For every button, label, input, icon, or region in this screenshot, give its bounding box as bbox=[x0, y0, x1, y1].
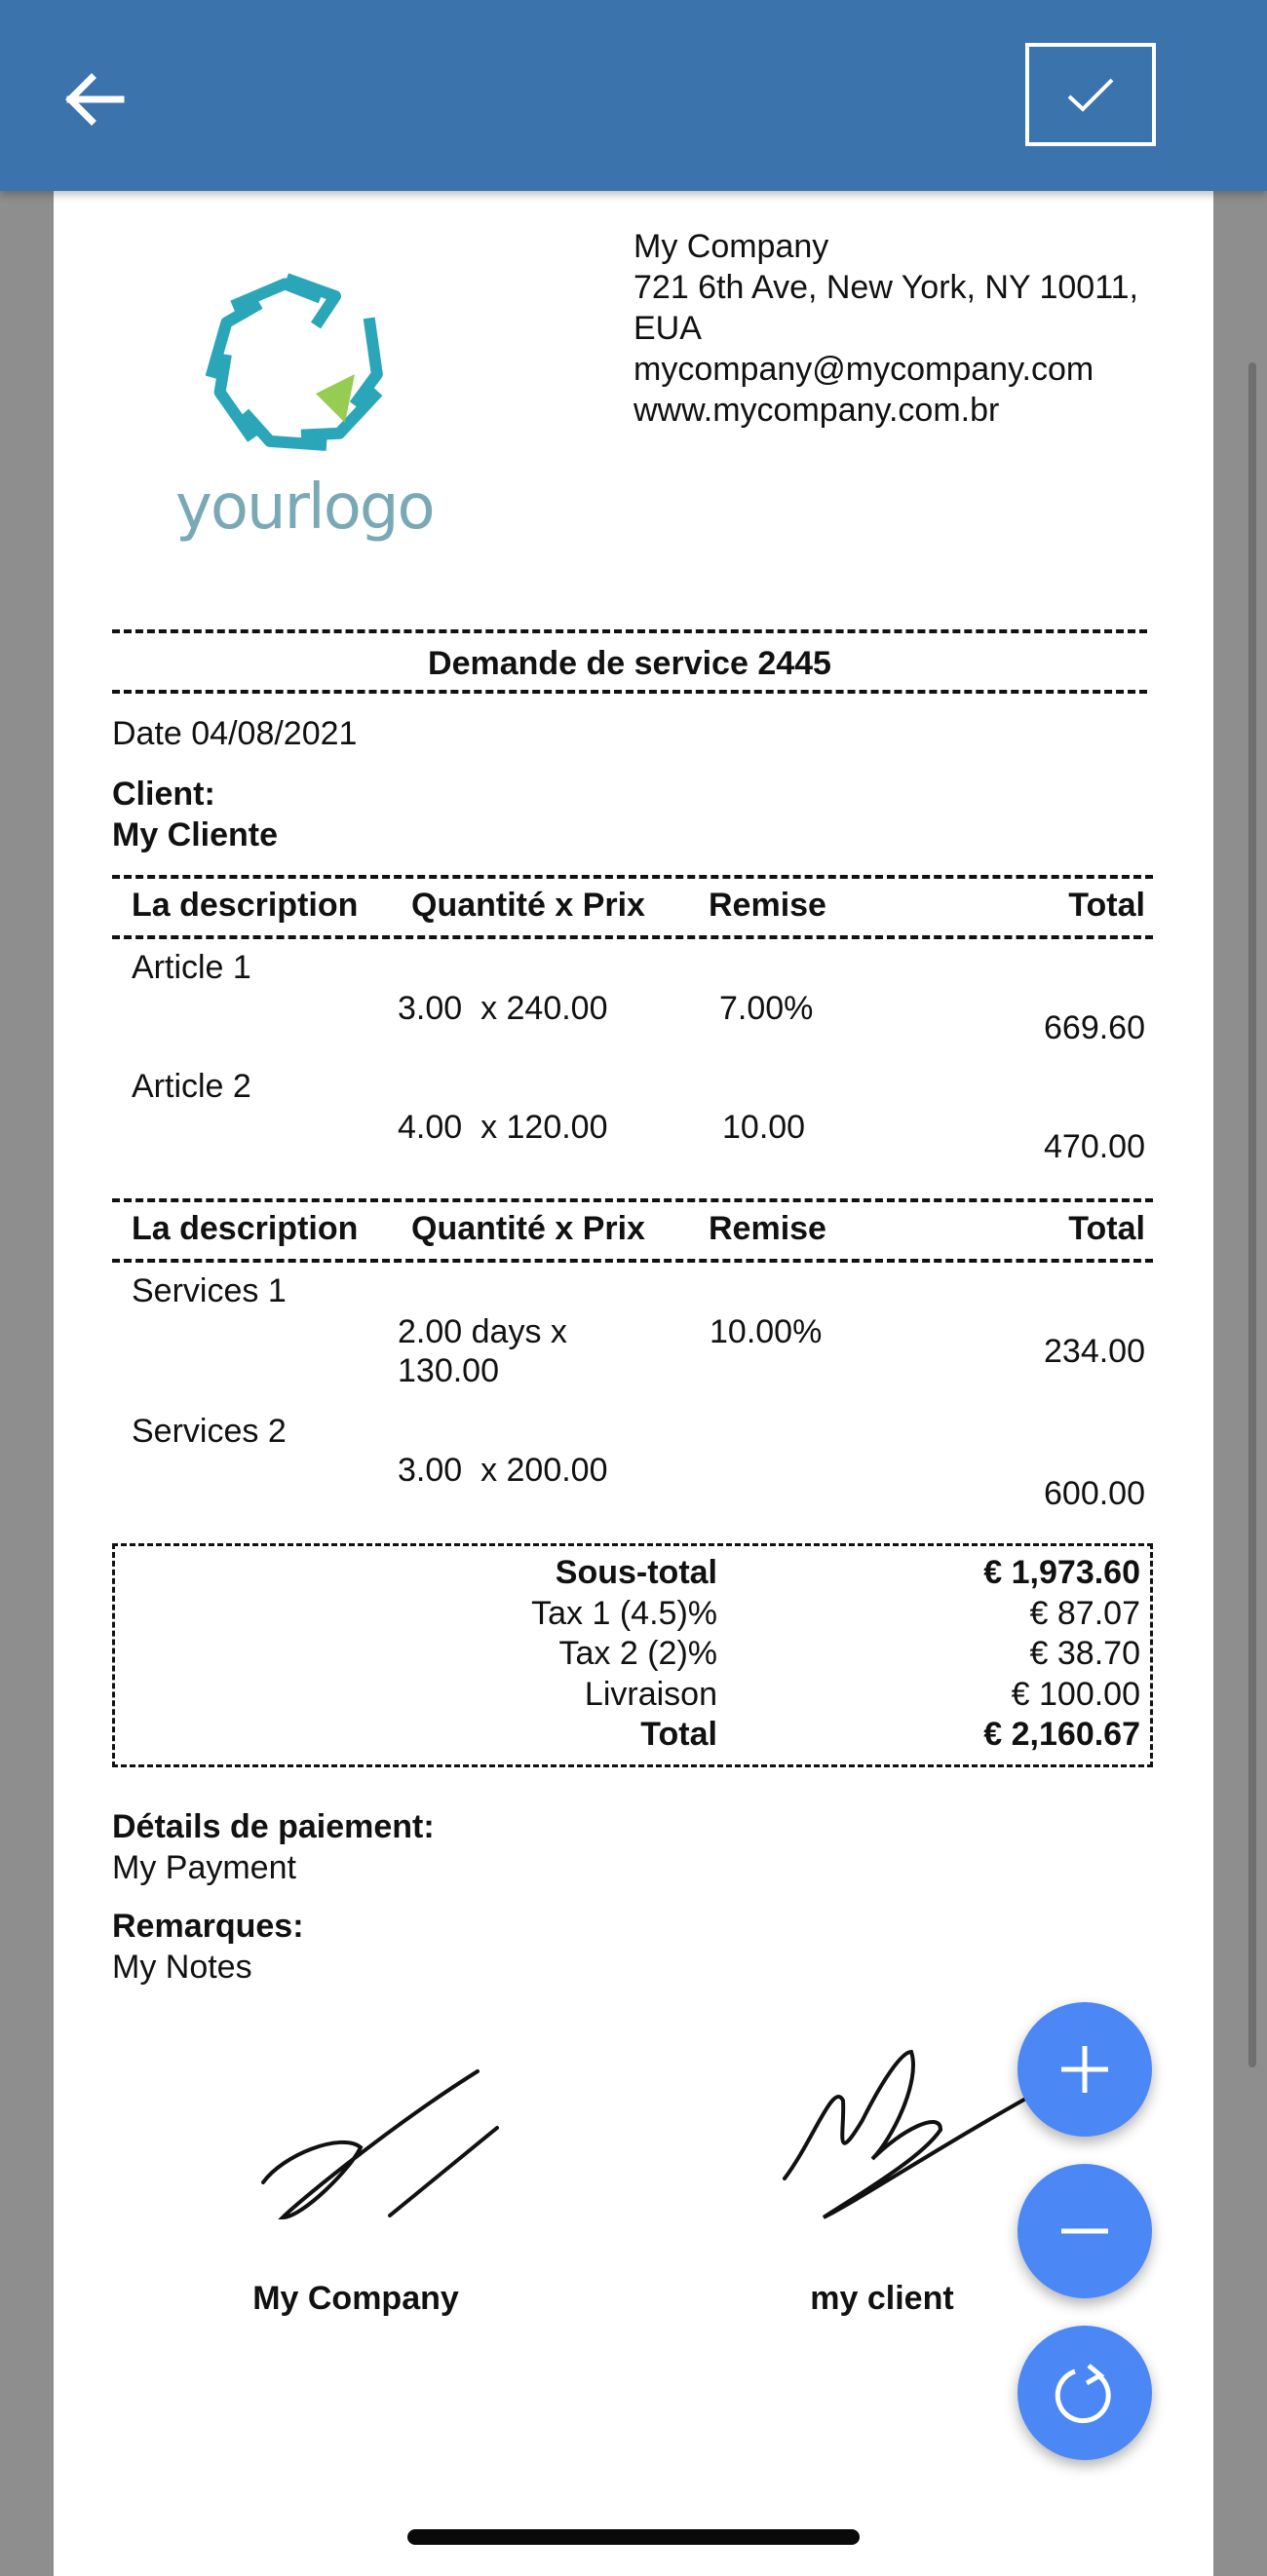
tax1-label: Tax 1 (4.5)% bbox=[531, 1595, 717, 1632]
document-date: Date 04/08/2021 bbox=[112, 715, 358, 752]
company-logo bbox=[175, 267, 434, 559]
service-name: Services 1 bbox=[132, 1272, 287, 1309]
refresh-icon bbox=[1054, 2362, 1116, 2424]
header-total: Total bbox=[1068, 887, 1145, 924]
company-signature bbox=[244, 2062, 536, 2256]
company-address-line2: EUA bbox=[634, 310, 702, 347]
divider bbox=[112, 690, 1147, 694]
service-total: 234.00 bbox=[1044, 1333, 1145, 1370]
client-label: Client: bbox=[112, 776, 215, 813]
article-qty-price: 3.00 x 240.00 bbox=[398, 990, 608, 1027]
subtotal-label: Sous-total bbox=[555, 1554, 717, 1591]
company-info bbox=[634, 226, 1138, 431]
article-name: Article 2 bbox=[132, 1068, 251, 1105]
article-qty-price: 4.00 x 120.00 bbox=[398, 1109, 608, 1146]
plus-icon bbox=[1057, 2042, 1112, 2097]
header-discount: Remise bbox=[709, 1210, 826, 1247]
service-qty-price-line2: 130.00 bbox=[398, 1352, 499, 1389]
subtotal-value: € 1,973.60 bbox=[983, 1554, 1140, 1591]
tax1-value: € 87.07 bbox=[1029, 1595, 1140, 1632]
minus-icon bbox=[1057, 2204, 1112, 2258]
article-total: 669.60 bbox=[1044, 1009, 1145, 1046]
company-signature-label: My Company bbox=[252, 2280, 459, 2317]
notes-value: My Notes bbox=[112, 1949, 252, 1986]
payment-label: Détails de paiement: bbox=[112, 1808, 435, 1845]
document-title: Demande de service 2445 bbox=[428, 645, 831, 682]
service-total: 600.00 bbox=[1044, 1475, 1145, 1512]
divider bbox=[112, 1259, 1153, 1263]
total-label: Total bbox=[640, 1716, 717, 1753]
arrow-left-icon bbox=[62, 72, 125, 127]
client-name: My Cliente bbox=[112, 816, 279, 853]
article-name: Article 1 bbox=[132, 949, 251, 986]
tax2-label: Tax 2 (2)% bbox=[558, 1635, 717, 1672]
company-name: My Company bbox=[634, 228, 829, 265]
total-value: € 2,160.67 bbox=[983, 1716, 1140, 1753]
service-discount: 10.00% bbox=[710, 1313, 823, 1350]
zoom-in-button[interactable] bbox=[1017, 2002, 1152, 2137]
divider bbox=[112, 629, 1147, 633]
company-website: www.mycompany.com.br bbox=[634, 392, 1000, 429]
header-qty-price: Quantité x Prix bbox=[411, 1210, 645, 1247]
scrollbar[interactable] bbox=[1248, 362, 1256, 2067]
service-qty-price-line1: 2.00 days x bbox=[398, 1313, 567, 1350]
company-email: mycompany@mycompany.com bbox=[634, 351, 1094, 388]
service-qty-price-line1: 3.00 x 200.00 bbox=[398, 1452, 608, 1489]
header-description: La description bbox=[132, 1210, 359, 1247]
header-total: Total bbox=[1068, 1210, 1145, 1247]
check-icon bbox=[1065, 75, 1116, 114]
service-name: Services 2 bbox=[132, 1413, 287, 1450]
confirm-button[interactable] bbox=[1025, 43, 1156, 146]
divider bbox=[112, 1198, 1153, 1202]
divider bbox=[112, 875, 1153, 879]
logo-emblem-icon bbox=[189, 267, 403, 462]
header-description: La description bbox=[132, 887, 359, 924]
client-signature-label: my client bbox=[810, 2280, 954, 2317]
tax2-value: € 38.70 bbox=[1029, 1635, 1140, 1672]
back-button[interactable] bbox=[51, 57, 136, 142]
notes-label: Remarques: bbox=[112, 1908, 304, 1945]
article-discount: 10.00 bbox=[722, 1109, 806, 1146]
zoom-out-button[interactable] bbox=[1017, 2164, 1152, 2298]
divider bbox=[112, 935, 1153, 939]
home-indicator[interactable] bbox=[407, 2529, 860, 2545]
article-discount: 7.00% bbox=[719, 990, 814, 1027]
article-total: 470.00 bbox=[1044, 1128, 1145, 1165]
totals-box bbox=[112, 1543, 1153, 1767]
company-address-line1: 721 6th Ave, New York, NY 10011, bbox=[634, 269, 1138, 306]
shipping-value: € 100.00 bbox=[1011, 1676, 1140, 1713]
app-bar bbox=[0, 0, 1267, 191]
shipping-label: Livraison bbox=[584, 1676, 717, 1713]
reset-zoom-button[interactable] bbox=[1017, 2326, 1152, 2460]
header-discount: Remise bbox=[709, 887, 826, 924]
payment-value: My Payment bbox=[112, 1849, 296, 1886]
logo-text: yourlogo bbox=[175, 472, 434, 544]
header-qty-price: Quantité x Prix bbox=[411, 887, 645, 924]
